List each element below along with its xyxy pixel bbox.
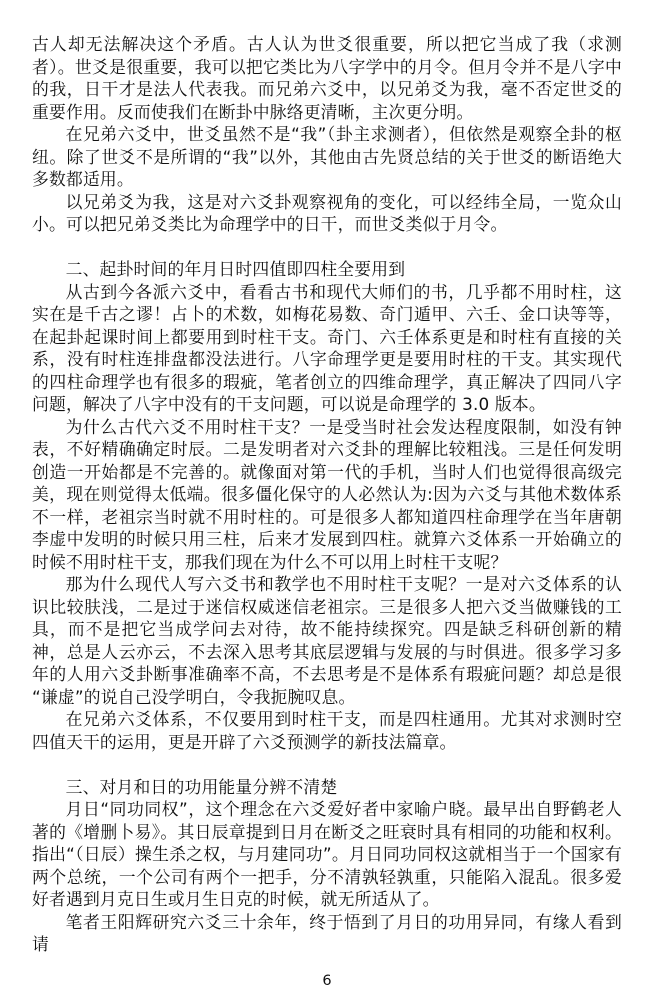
- paragraph: 为什么古代六爻不用时柱干支？一是受当时社会发达程度限制，如没有钟表，不好精确确定时辰。二是发明者对六爻卦的理解比较粗浅。三是任何发明创造一开始都是不完善的。就像面对第一代的手机，当时人们也觉得很高级完美，现在则觉得太低端。很多僵化保守的人必然认为:因为六爻与其他术数体系不一样，老祖宗当时就不用时柱的。可是很多人都知道四柱命理学在当年唐朝李虚中发明的时候只用三柱，后来才发展到四柱。就算六爻体系一开始确立的时候不用时柱干支，那我们现在为什么不可以用上时柱干支呢？: [32, 416, 622, 572]
- paragraph: 笔者王阳辉研究六爻三十余年，终于悟到了月日的功用异同，有缘人看到请: [32, 911, 622, 954]
- page-number: 6: [322, 973, 332, 989]
- paragraph: 在兄弟六爻中，世爻虽然不是“我”（卦主求测者），但依然是观察全卦的枢纽。除了世爻不是所谓的“我”以外，其他由古先贤总结的关于世爻的断语绝大多数都适用。: [32, 124, 622, 189]
- paragraph: 以兄弟爻为我，这是对六爻卦观察视角的变化，可以经纬全局，一览众山小。可以把兄弟爻类比为命理学中的日干，而世爻类似于月令。: [32, 191, 622, 234]
- page-body: [32, 33, 622, 956]
- paragraph: 古人却无法解决这个矛盾。古人认为世爻很重要，所以把它当成了我（求测者）。世爻是很重要，我可以把它类比为八字学中的月令。但月令并不是八字中的我，日干才是法人代表我。而兄弟六爻中，以兄弟爻为我，毫不否定世爻的重要作用。反而使我们在断卦中脉络更清晰，主次更分明。: [32, 34, 622, 122]
- paragraph-spacer: [32, 753, 622, 776]
- paragraph: 在兄弟六爻体系，不仅要用到时柱干支，而是四柱通用。尤其对求测时空四值天干的运用，更是开辟了六爻预测学的新技法篇章。: [32, 709, 622, 752]
- paragraph: 那为什么现代人写六爻书和教学也不用时柱干支呢？一是对六爻体系的认识比较肤浅，二是过于迷信权威迷信老祖宗。三是很多人把六爻当做赚钱的工具，而不是把它当成学问去对待，故不能持续探究。四是缺乏科研创新的精神，总是人云亦云，不去深入思考其底层逻辑与发展的与时俱进。很多学习多年的人用六爻卦断事准确率不高，不去思考是不是体系有瑕疵问题？却总是很“谦虚”的说自己没学明白，令我扼腕叹息。: [32, 574, 622, 707]
- paragraph-spacer: [32, 236, 622, 259]
- section-heading: 三、对月和日的功用能量分辨不清楚: [65, 776, 338, 797]
- section-heading: 二、起卦时间的年月日时四值即四柱全要用到: [65, 259, 406, 279]
- paragraph: 从古到今各派六爻中，看看古书和现代大师们的书，几乎都不用时柱，这实在是千古之谬！占卜的术数，如梅花易数、奇门遁甲、六壬、金口诀等等，在起卦起课时间上都要用到时柱干支。奇门、六壬体系更是和时柱有直接的关系，没有时柱连排盘都没法进行。八字命理学更是要用时柱的干支。其实现代的四柱命理学也有很多的瑕疵，笔者创立的四维命理学，真正解决了四同八字问题，解决了八字中没有的干支问题，可以说是命理学的 3.0 版本。: [32, 281, 622, 414]
- paragraph: 月日“同功同权”，这个理念在六爻爱好者中家喻户晓。最早出自野鹤老人著的《增删卜易》。其日辰章提到日月在断爻之旺衰时具有相同的功能和权利。指出“（日辰）操生杀之权，与月建同功”。月日同功同权这就相当于一个国家有两个总统，一个公司有两个一把手，分不清孰轻孰重，只能陷入混乱。很多爱好者遇到月克日生或月生日克的时候，就无所适从了。: [32, 799, 622, 909]
